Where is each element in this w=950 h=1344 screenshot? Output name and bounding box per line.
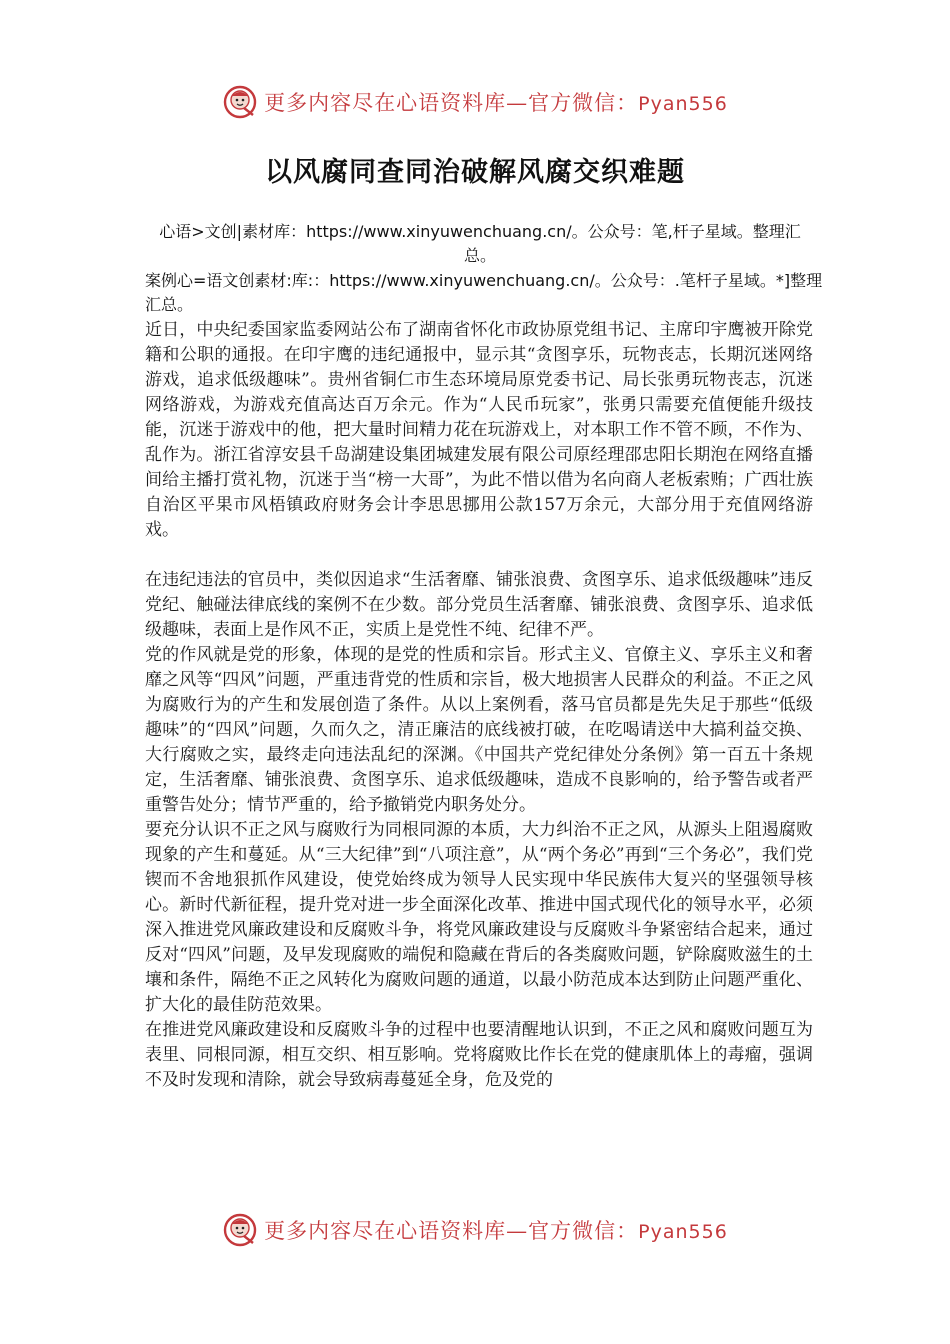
paragraph: 在推进党风廉政建设和反腐败斗争的过程中也要清醒地认识到，不正之风和腐败问题互为表里、同根同源，相互交织、相互影响。党将腐败比作长在党的健康肌体上的毒瘤，强调不及时发现和清除，就会导致病毒蔓延全身，危及党的: [145, 1020, 813, 1090]
cartoon-logo-icon: [222, 1212, 258, 1248]
source-line-1: 心语>文创|素材库：https://www.xinyuwenchuang.cn/。公众号：笔,杆子星域。整理汇总。: [159, 222, 801, 265]
banner-separator: —: [506, 1219, 529, 1243]
document-title: 以风腐同查同治破解风腐交织难题: [265, 157, 685, 188]
banner-handle: Pyan556: [638, 93, 728, 115]
banner-title: 更多内容尽在心语资料库: [264, 91, 507, 115]
banner-separator: —: [506, 91, 529, 115]
banner-text: [264, 1215, 728, 1245]
paragraph: 党的作风就是党的形象，体现的是党的性质和宗旨。形式主义、官僚主义、享乐主义和奢靡之风等“四风”问题，严重违背党的性质和宗旨，极大地损害人民群众的利益。不正之风为腐败行为的产生和发展创造了条件。从以上案例看，落马官员都是先失足于那些“低级趣味”的“四风”问题，久而久之，清正廉洁的底线被打破，在吃喝请送中大搞利益交换、大行腐败之实，最终走向违法乱纪的深渊。《中国共产党纪律处分条例》第一百五十条规定，生活奢靡、铺张浪费、贪图享乐、追求低级趣味，造成不良影响的，给予警告或者严重警告处分；情节严重的，给予撤销党内职务处分。: [145, 645, 813, 815]
banner-text: [264, 87, 728, 117]
banner-handle: Pyan556: [638, 1221, 728, 1243]
paragraph: 要充分认识不正之风与腐败行为同根同源的本质，大力纠治不正之风，从源头上阻遏腐败现象的产生和蔓延。从“三大纪律”到“八项注意”，从“两个务必”再到“三个务必”，我们党锲而不舍地狠抓作风建设，使党始终成为领导人民实现中华民族伟大复兴的坚强领导核心。新时代新征程，提升党对进一步全面深化改革、推进中国式现代化的领导水平，必须深入推进党风廉政建设和反腐败斗争，将党风廉政建设与反腐败斗争紧密结合起来，通过反对“四风”问题，及早发现腐败的端倪和隐藏在背后的各类腐败问题，铲除腐败滋生的土壤和条件，隔绝不正之风转化为腐败问题的通道，以最小防范成本达到防止问题严重化、扩大化的最佳防范效果。: [145, 820, 813, 1015]
banner-label: 官方微信：: [528, 1219, 639, 1243]
header-banner: [0, 80, 950, 124]
document-body: [145, 318, 813, 1093]
paragraph: 在违纪违法的官员中，类似因追求“生活奢靡、铺张浪费、贪图享乐、追求低级趣味”违反党纪、触碰法律底线的案例不在少数。部分党员生活奢靡、铺张浪费、贪图享乐、追求低级趣味，表面上是作风不正，实质上是党性不纯、纪律不严。: [145, 570, 813, 640]
banner-label: 官方微信：: [528, 91, 639, 115]
source-line-2: 案例心=语文创素材:库:：https://www.xinyuwenchuang.cn/。公众号：.笔杆子星域。*]整理汇总。: [145, 271, 823, 314]
paragraph: 近日，中央纪委国家监委网站公布了湖南省怀化市政协原党组书记、主席印宇鹰被开除党籍和公职的通报。在印宇鹰的违纪通报中，显示其“贪图享乐，玩物丧志，长期沉迷网络游戏，追求低级趣味”。贵州省铜仁市生态环境局原党委书记、局长张勇玩物丧志，沉迷网络游戏，为游戏充值高达百万余元。作为“人民币玩家”，张勇只需要充值便能升级技能，沉迷于游戏中的他，把大量时间精力花在玩游戏上，对本职工作不管不顾，不作为、乱作为。浙江省淳安县千岛湖建设集团城建发展有限公司原经理邵忠阳长期泡在网络直播间给主播打赏礼物，沉迷于当“榜一大哥”，为此不惜以借为名向商人老板索贿；广西壮族自治区平果市风梧镇政府财务会计李思思挪用公款157万余元，大部分用于充值网络游戏。: [145, 320, 813, 540]
banner-title: 更多内容尽在心语资料库: [264, 1219, 507, 1243]
cartoon-logo-icon: [222, 84, 258, 120]
footer-banner: [0, 1208, 950, 1252]
